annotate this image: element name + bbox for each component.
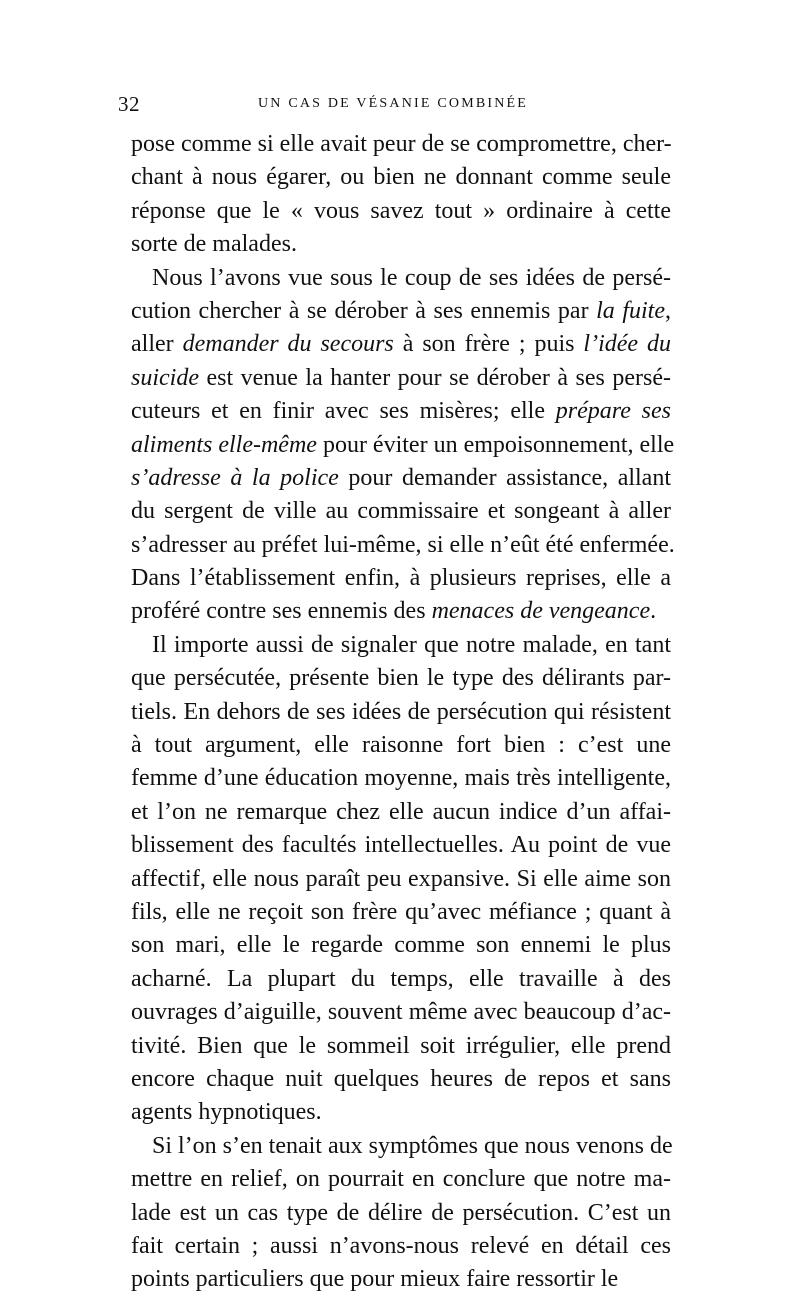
text-run: à son frère ; puis — [393, 331, 584, 358]
italic-run: demander du secours — [182, 331, 394, 358]
text-run: chant à nous égarer, ou bien ne donnant comme seule — [131, 164, 671, 191]
text-run: Il importe aussi de signaler que notre malade, en tant — [152, 631, 671, 658]
text-line — [131, 1163, 671, 1196]
paragraph — [131, 629, 671, 1130]
text-run: Dans l’établissement enfin, à plusieurs reprises, elle a — [131, 565, 671, 592]
paragraph — [131, 1130, 671, 1297]
text-line — [131, 896, 671, 929]
text-run: agents hypnotiques. — [131, 1099, 322, 1126]
body-text — [131, 128, 675, 1297]
text-run: femme d’une éducation moyenne, mais très intelligente, — [131, 765, 671, 792]
text-run: à tout argument, elle raisonne fort bien : c’est une — [131, 732, 671, 759]
text-line — [131, 429, 675, 462]
text-line — [131, 1096, 671, 1129]
text-line — [131, 1063, 671, 1096]
text-line — [131, 996, 671, 1029]
text-line — [131, 629, 671, 662]
text-line — [131, 128, 671, 161]
text-run: aller — [131, 331, 183, 358]
text-line — [131, 963, 671, 996]
paragraph — [131, 262, 675, 629]
text-line — [131, 595, 671, 628]
text-line — [131, 295, 671, 328]
running-head — [118, 92, 678, 122]
text-line — [131, 1030, 671, 1063]
page-number: 32 — [118, 92, 140, 116]
text-run: tivité. Bien que le sommeil soit irrégulier, elle prend — [131, 1032, 671, 1059]
text-run: son mari, elle le regarde comme son ennemi le plus — [131, 932, 671, 959]
text-line — [131, 562, 671, 595]
text-run: ouvrages d’aiguille, souvent même avec beaucoup d’ac- — [131, 999, 671, 1026]
text-run: encore chaque nuit quelques heures de repos et sans — [131, 1065, 671, 1092]
text-run: cution chercher à se dérober à ses ennemis par — [131, 297, 597, 324]
text-line — [131, 362, 671, 395]
text-line — [131, 228, 671, 261]
text-line — [131, 529, 675, 562]
text-run: points particuliers que pour mieux faire ressortir le — [131, 1266, 619, 1293]
text-run: est venue la hanter pour se dérober à ses persé- — [198, 364, 671, 391]
text-line — [131, 662, 671, 695]
text-line — [131, 161, 671, 194]
text-line — [131, 495, 671, 528]
italic-run: aliments elle-même — [131, 431, 317, 458]
text-line — [131, 829, 671, 862]
text-run: pour éviter un empoisonnement, elle — [316, 431, 675, 458]
text-run: fait certain ; aussi n’avons-nous relevé en détail ces — [131, 1232, 671, 1259]
italic-run: s’adresse à la police — [131, 464, 339, 491]
text-line — [131, 1263, 671, 1296]
text-run: sorte de malades. — [131, 231, 297, 258]
text-run: pour demander assistance, allant — [338, 464, 671, 491]
text-run: lade est un cas type de délire de persécution. C’est un — [131, 1199, 671, 1226]
text-line — [131, 395, 671, 428]
italic-run: suicide — [131, 364, 199, 391]
text-line — [131, 1130, 671, 1163]
text-line — [131, 863, 671, 896]
text-line — [131, 462, 671, 495]
text-line — [131, 1197, 671, 1230]
text-run: que persécutée, présente bien le type des délirants par- — [131, 665, 671, 692]
text-run: , — [665, 297, 672, 324]
italic-run: menaces de vengeance — [431, 598, 651, 625]
text-run: et l’on ne remarque chez elle aucun indice d’un affai- — [131, 798, 671, 825]
text-run: blissement des facultés intellectuelles. Au point de vue — [131, 832, 671, 859]
text-run: tiels. En dehors de ses idées de persécution qui résistent — [131, 698, 671, 725]
text-run: Si l’on s’en tenait aux symptômes que nous venons de — [152, 1132, 673, 1159]
italic-run: l’idée du — [583, 331, 671, 358]
text-run: affectif, elle nous paraît peu expansive. Si elle aime son — [131, 865, 671, 892]
text-line — [131, 262, 671, 295]
text-run: acharné. La plupart du temps, elle travaille à des — [131, 965, 671, 992]
text-line — [131, 929, 671, 962]
text-run: . — [650, 598, 657, 625]
italic-run: la fuite — [596, 297, 666, 324]
text-line — [131, 1230, 671, 1263]
text-run: pose comme si elle avait peur de se compromettre, cher- — [131, 131, 672, 157]
text-run: Nous l’avons vue sous le coup de ses idées de persé- — [152, 264, 671, 291]
text-line — [131, 729, 671, 762]
running-title: UN CAS DE VÉSANIE COMBINÉE — [258, 96, 529, 111]
text-line — [131, 195, 671, 228]
text-run: s’adresser au préfet lui-même, si elle n’eût été enfermée. — [131, 531, 675, 558]
italic-run: prépare ses — [555, 398, 671, 425]
text-line — [131, 328, 671, 361]
text-run: proféré contre ses ennemis des — [131, 598, 432, 625]
text-run: mettre en relief, on pourrait en conclure que notre ma- — [131, 1166, 671, 1193]
paragraph — [131, 128, 671, 262]
text-line — [131, 696, 671, 729]
text-line — [131, 762, 671, 795]
text-run: réponse que le « vous savez tout » ordinaire à cette — [131, 197, 671, 224]
text-run: fils, elle ne reçoit son frère qu’avec méfiance ; quant à — [131, 898, 671, 925]
text-run: cuteurs et en finir avec ses misères; elle — [131, 398, 556, 425]
text-run: du sergent de ville au commissaire et songeant à aller — [131, 498, 671, 525]
text-line — [131, 796, 671, 829]
